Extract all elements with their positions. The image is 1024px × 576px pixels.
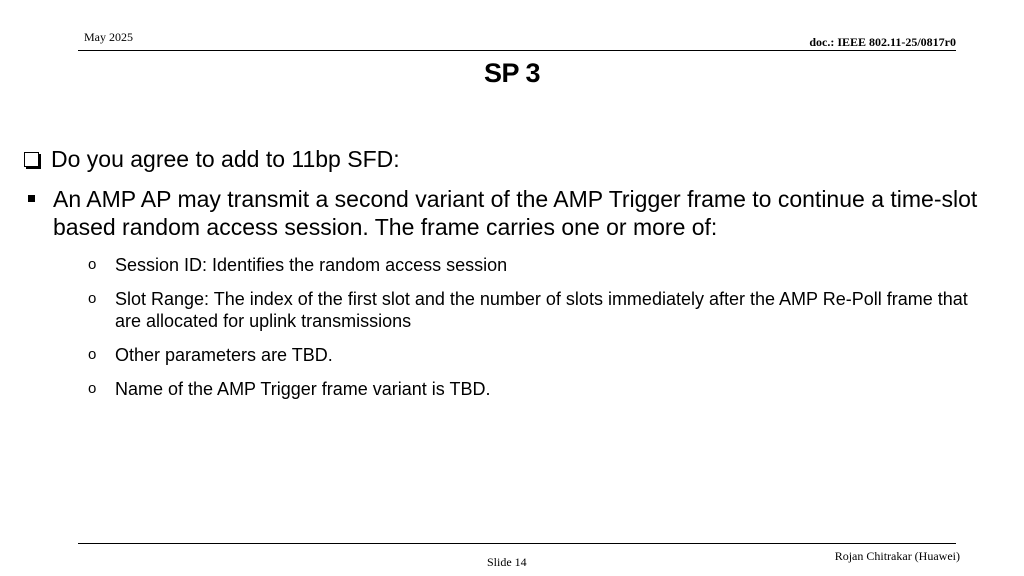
circle-bullet-icon: o <box>88 380 97 397</box>
question-item <box>24 146 400 173</box>
header-doc-id: doc.: IEEE 802.11-25/0817r0 <box>809 35 956 49</box>
square-bullet-icon <box>28 195 35 202</box>
footer-rule <box>78 543 956 544</box>
main-bullet <box>28 185 988 241</box>
main-bullet-text: An AMP AP may transmit a second variant of the AMP Trigger frame to continue a time-slot based random access session. The frame carries one or more of: <box>53 186 978 240</box>
sub-bullet-text: Session ID: Identifies the random access session <box>115 255 508 275</box>
question-text: Do you agree to add to 11bp SFD: <box>51 146 400 172</box>
list-item <box>88 378 994 400</box>
sub-bullet-text: Name of the AMP Trigger frame variant is TBD. <box>115 379 491 399</box>
slide-number: Slide 14 <box>487 555 527 569</box>
footer-author: Rojan Chitrakar (Huawei) <box>834 549 960 563</box>
list-item <box>88 288 994 332</box>
circle-bullet-icon: o <box>88 290 97 307</box>
sub-bullet-text: Other parameters are TBD. <box>115 345 333 365</box>
circle-bullet-icon: o <box>88 346 97 363</box>
sub-bullet-text: Slot Range: The index of the first slot and the number of slots immediately after the AMP Re-Poll frame that are allocated for uplink transmissions <box>115 289 968 331</box>
header-rule <box>78 50 956 51</box>
sub-bullet-list <box>88 254 994 412</box>
slide-title: SP 3 <box>483 58 541 88</box>
checkbox-bullet-icon <box>24 152 39 167</box>
list-item <box>88 254 994 276</box>
circle-bullet-icon: o <box>88 256 97 273</box>
header-date: May 2025 <box>84 30 133 44</box>
list-item <box>88 344 994 366</box>
